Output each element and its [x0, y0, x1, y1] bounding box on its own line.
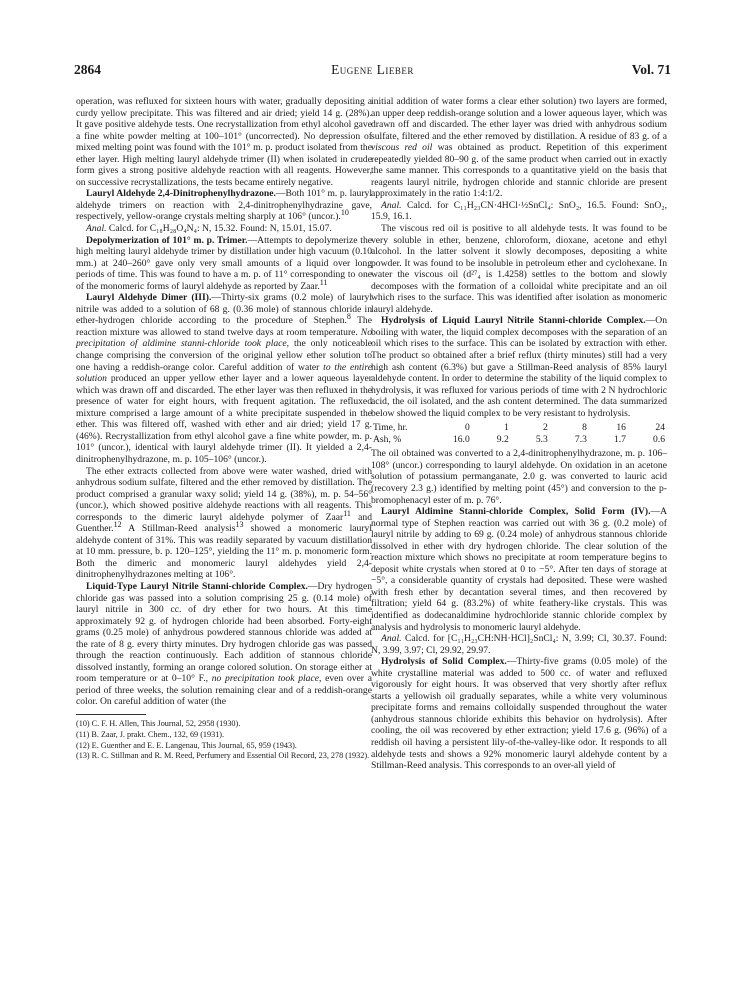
- table-cell: 5.3: [535, 433, 548, 445]
- table-cell: 16: [616, 422, 626, 434]
- table-cell: 1: [504, 422, 509, 434]
- row-label-time: Time, hr.: [373, 422, 408, 434]
- table-row: [371, 422, 667, 434]
- left-column: [76, 96, 372, 762]
- paragraph: The ether extracts collected from above were water washed, dried with anhydrous sodium sulfate, filtered and the ether removed by distillation. The product comprised a granular waxy solid; yield 14 g. (38%), m. p. 54–56° (uncor.), which showed positive aldehyde reactions with all reagents. This corresponds to the dimeric lauryl aldehyde polymer of Zaar$^{11}$ and Guenther.$^{12}$ A Stillman-Reed analysis$^{13}$ showed a monomeric lauryl aldehyde content of 31%. This was readily separated by vacuum distillation at 10 mm. pressure, b. p. 120–125°, yielding the 11° m. p. monomeric form. Both the dimeric and monomeric lauryl aldehydes yield 2,4-dinitrophenylhydrazones melting at 106°.: [76, 465, 372, 581]
- paragraph: initial addition of water forms a clear ether solution) two layers are formed, an upper deep reddish-orange solution and a lower aqueous layer, which was drawn off and discarded. The ether layer was dried with anhydrous sodium sulfate, filtered and the ether removed by distillation. A residue of 83 g. of a viscous red oil was obtained as product. Repetition of this experiment repeatedly yielded 80–90 g. of the same product when carried out in exactly the same manner. This corresponds to a quantitative yield on the basis that reagents lauryl nitrile, hydrogen chloride and stannic chloride are present approximately in the ratio 1:4:1/2.: [371, 96, 668, 200]
- footnote-ref: 11: [343, 508, 351, 518]
- section-heading: Lauryl Aldehyde 2,4-Dinitrophenylhydrazone.: [86, 188, 276, 200]
- section-heading: Liquid-Type Lauryl Nitrile Stanni-chloride Complex.: [86, 580, 308, 592]
- table-row: [371, 434, 667, 446]
- footnote-ref: 10: [340, 208, 349, 218]
- table-cell: 8: [582, 422, 587, 434]
- footnote-ref: 11: [319, 277, 328, 287]
- section-lauryl-aldehyde-dimer: Lauryl Aldehyde Dimer (III).—Thirty-six grams (0.2 mole) of lauryl nitrile was added to a solution of 68 g. (0.36 mole) of stannous chloride in ether-hydrogen chloride according to the procedure of Stephen.$^8$ The reaction mixture was allowed to stand twelve days at room temperature. No precipitation of aldimine stanni-chloride took place, the only noticeable change comprising the conversion of the original yellow ether solution to one having a reddish-orange color. Careful addition of water to the entire solution produced an upper yellow ether layer and a lower aqueous layer which was drawn off and discarded. The ether layer was then refluxed in the presence of water for eight hours, with frequent agitation. The refluxed mixture comprised a large amount of a white precipitate suspended in the ether. This was filtered off, washed with ether and air dried; yield 17 g. (46%). Recrystallization from ethyl alcohol gave a fine white powder, m. p. 101° (uncor.), identical with lauryl aldehyde trimer (II). It yielded a 2,4-dinitrophenylhydrazone, m. p. 105–106° (uncor.).: [76, 292, 372, 465]
- table-cell: 0: [464, 422, 470, 434]
- table-cell: 7.3: [574, 433, 587, 445]
- section-heading: Lauryl Aldehyde Dimer (III).: [86, 292, 212, 304]
- section-hydrolysis-liquid-complex: Hydrolysis of Liquid Lauryl Nitrile Stanni-chloride Complex.—On boiling with water, the liquid complex decomposes with the separation of an oil which rises to the surface. This can be isolated by extraction with ether. The product so obtained after a brief reflux (thirty minutes) still had a very high ash content (6.3%) but gave a Stillman-Reed analysis of 85% lauryl aldehyde content. In order to determine the stability of the liquid complex to hydrolysis, it was refluxed for various periods of time with 2 N hydrochloric acid, the oil isolated, and the ash content determined. The data summarized below showed the liquid complex to be very resistant to hydrolysis.: [371, 315, 667, 419]
- running-author: Eugene Lieber: [331, 62, 414, 77]
- section-heading: Lauryl Aldimine Stanni-chloride Complex, Solid Form (IV).: [381, 506, 651, 518]
- row-label-ash: Ash, %: [373, 433, 402, 445]
- paragraph: The oil obtained was converted to a 2,4-dinitrophenylhydrazone, m. p. 106–108° (uncor.) corresponding to lauryl aldehyde. On oxidation in an acetone solution of potassium permanganate, 2.0 g. was converted to lauric acid (recovery 2.3 g.) identified by melting point (45°) and conversion to the p-bromophenacyl ester of m. p. 76°.: [371, 448, 667, 506]
- footnote: (13) R. C. Stillman and R. M. Reed, Perfumery and Essential Oil Record, 23, 278 (1932).: [76, 751, 370, 761]
- running-header: [74, 62, 671, 80]
- section-lauryl-aldehyde-dnph: Lauryl Aldehyde 2,4-Dinitrophenylhydrazone.—Both 101° m. p. lauryl aldehyde trimers on reaction with 2,4-dinitrophenylhydrazine gave, respectively, yellow-orange crystals melting sharply at 106° (uncor.).$^{10}$: [76, 188, 372, 223]
- section-aldimine-complex: Lauryl Aldimine Stanni-chloride Complex, Solid Form (IV).—A normal type of Stephen reaction was carried out with 36 g. (0.2 mole) of lauryl nitrile by adding to 69 g. (0.24 mole) of anhydrous stannous chloride dissolved in ether with dry hydrogen chloride. The clear solution of the reaction mixture which shows no precipitate at room temperature begins to deposit white crystals when stored at 0 to −5°. After ten days of storage at −5°, a considerable quantity of crystals had deposited. These were washed with fresh ether by decantation several times, and then recovered by filtration; yield 64 g. (83.2%) of white feathery-like crystals. This was identified as dodecanaldimine hydrochloride stannic chloride complex by analysis and hydrolysis to monomeric lauryl aldehyde.: [371, 506, 667, 633]
- footnote-rule: [76, 714, 146, 715]
- footnote-ref: 13: [235, 520, 244, 530]
- section-hydrolysis-solid-complex: Hydrolysis of Solid Complex.—Thirty-five grams (0.05 mole) of the white crystalline material was added to 500 cc. of water and refluxed vigorously for eight hours. It was observed that very shortly after reflux starts a yellowish oil gradually separates, while a white very voluminous precipitate forms and remains colloidally suspended throughout the water (anhydrous stannous chloride exhibits this behavior on hydrolysis). After cooling, the oil was recovered by ether extraction; yield 17.6 g. (96%) of a reddish oil having a persistent lily-of-the-valley-like odor. It responds to all aldehyde tests and shows a 92% monomeric lauryl aldehyde content by a Stillman-Reed analysis. This corresponds to an over-all yield of: [371, 656, 667, 772]
- footnote-ref: 8: [346, 312, 351, 322]
- section-heading: Depolymerization of 101° m. p. Trimer.: [86, 234, 248, 246]
- table-cell: 24: [655, 422, 665, 434]
- hydrolysis-ash-table: [371, 422, 667, 445]
- section-heading: Hydrolysis of Liquid Lauryl Nitrile Stanni-chloride Complex.: [381, 315, 646, 327]
- analysis-line: Anal. Calcd. for C₁₈H₂₈O₄N₄: N, 15.32. Found: N, 15.01, 15.07.: [86, 223, 332, 235]
- paragraph: The viscous red oil is positive to all aldehyde tests. It was found to be very soluble in ether, benzene, chloroform, dioxane, acetone and ethyl alcohol. In the latter solvent it slowly decomposes, depositing a white powder. It was found to be insoluble in petroleum ether and cyclohexane. In water the viscous oil (d²⁷₄ is 1.4258) settles to the bottom and slowly decomposes with the formation of a colloidal white precipitate and an oil which rises to the surface. This was identified after isolation as monomeric lauryl aldehyde.: [371, 223, 667, 315]
- page-number: 2864: [74, 62, 101, 77]
- table-cell: 16.0: [452, 433, 470, 445]
- footnote: (12) E. Guenther and E. E. Langenau, This Journal, 65, 959 (1943).: [76, 740, 297, 750]
- analysis-line: Anal. Calcd. for C₁₁H₂₃CN·4HCl·½SnCl₄: SnO₂, 16.5. Found: SnO₂, 15.9, 16.1.: [371, 199, 667, 223]
- table-cell: 0.6: [653, 433, 665, 445]
- volume-label: Vol. 71: [631, 62, 671, 77]
- analysis-line: Anal. Calcd. for [C₁₁H₂₃CH:NH·HCl]₂SnCl₄: N, 3.99; Cl, 30.37. Found: N, 3.99, 3.97; Cl, 29.92, 29.97.: [371, 633, 667, 656]
- footnote: (10) C. F. H. Allen, This Journal, 52, 2958 (1930).: [76, 718, 241, 728]
- section-depolymerization: Depolymerization of 101° m. p. Trimer.—Attempts to depolymerize the high melting lauryl aldehyde trimer by distillation under high vacuum (0.10 mm.) at 240–260° gave only very small amounts of a liquid over long periods of time. This was found to have a m. p. of 11° corresponding to one of the monomeric forms of lauryl aldehyde as reported by Zaar.$^{11}$: [76, 234, 372, 292]
- footnote: (11) B. Zaar, J. prakt. Chem., 132, 69 (1931).: [76, 729, 225, 739]
- section-heading: Hydrolysis of Solid Complex.: [381, 656, 507, 668]
- paragraph: operation, was refluxed for sixteen hours with water, gradually depositing a curdy yellow precipitate. This was filtered and air dried; yield 14 g. (28%). It gave positive aldehyde tests. One recrystallization from ethyl alcohol gave a fine white powder melting at 100–101° (uncorrected). No depression of mixed melting point was found with the 101° m. p. product isolated from the ether layer. High melting lauryl aldehyde trimer (II) when isolated in crude form gives a strong positive aldehyde reaction with all reagents. However, on successive recrystallizations, the tests became entirely negative.: [76, 96, 372, 188]
- table-cell: 9.2: [496, 433, 509, 445]
- table-cell: 2: [543, 422, 548, 434]
- table-cell: 1.7: [613, 433, 626, 445]
- right-column: [371, 96, 667, 772]
- section-liquid-complex: Liquid-Type Lauryl Nitrile Stanni-chloride Complex.—Dry hydrogen chloride gas was passed into a solution comprising 25 g. (0.14 mole) of lauryl nitrile in 300 cc. of dry ether for two hours. At this time approximately 92 g. of hydrogen chloride had been absorbed. Forty-eight grams (0.25 mole) of anhydrous powdered stannous chloride was added at the rate of 8 g. every thirty minutes. Dry hydrogen chloride gas was passed through the reaction continuously. Each addition of stannous chloride dissolved instantly, forming an orange colored solution. On storage either at room temperature or at 0–10° F., no precipitation took place, even over a period of three weeks, the solution remaining clear and of a reddish-orange color. On careful addition of water (the: [76, 580, 373, 708]
- footnote-ref: 12: [113, 520, 122, 530]
